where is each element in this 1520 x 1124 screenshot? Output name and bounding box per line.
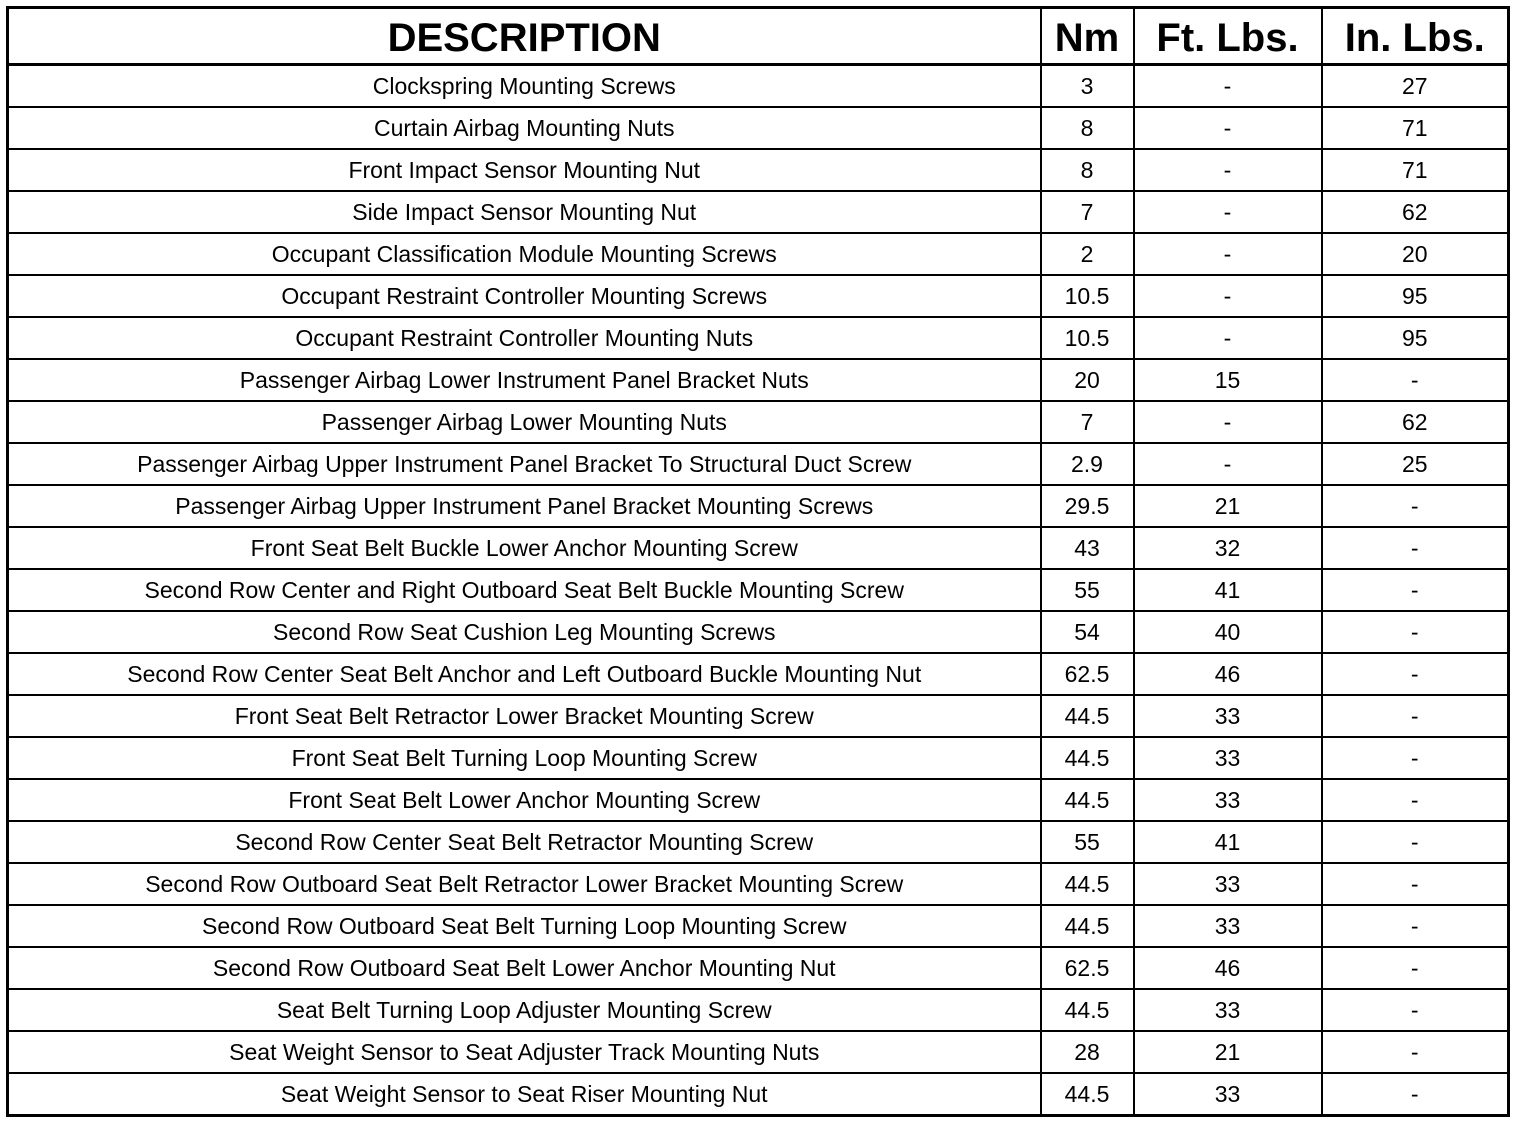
table-row — [8, 863, 1509, 905]
cell-description: Front Impact Sensor Mounting Nut — [8, 149, 1041, 191]
cell-in-lbs: - — [1322, 905, 1509, 947]
cell-nm: 55 — [1041, 569, 1134, 611]
cell-in-lbs: - — [1322, 569, 1509, 611]
header-nm: Nm — [1041, 8, 1134, 65]
table-row — [8, 359, 1509, 401]
cell-in-lbs: - — [1322, 527, 1509, 569]
cell-in-lbs: 62 — [1322, 401, 1509, 443]
cell-in-lbs: 71 — [1322, 107, 1509, 149]
cell-in-lbs: - — [1322, 653, 1509, 695]
cell-nm: 10.5 — [1041, 275, 1134, 317]
cell-description: Second Row Outboard Seat Belt Retractor Lower Bracket Mounting Screw — [8, 863, 1041, 905]
cell-nm: 7 — [1041, 401, 1134, 443]
table-row — [8, 527, 1509, 569]
table-row — [8, 275, 1509, 317]
cell-description: Side Impact Sensor Mounting Nut — [8, 191, 1041, 233]
cell-nm: 2 — [1041, 233, 1134, 275]
cell-ft-lbs: - — [1134, 107, 1322, 149]
table-row — [8, 191, 1509, 233]
header-ft-lbs: Ft. Lbs. — [1134, 8, 1322, 65]
cell-in-lbs: 62 — [1322, 191, 1509, 233]
table-body — [8, 65, 1509, 1116]
cell-description: Second Row Center and Right Outboard Seat Belt Buckle Mounting Screw — [8, 569, 1041, 611]
cell-ft-lbs: - — [1134, 191, 1322, 233]
table-row — [8, 149, 1509, 191]
torque-spec-table — [6, 6, 1510, 1117]
cell-ft-lbs: - — [1134, 317, 1322, 359]
cell-description: Occupant Classification Module Mounting Screws — [8, 233, 1041, 275]
cell-in-lbs: - — [1322, 359, 1509, 401]
cell-ft-lbs: - — [1134, 149, 1322, 191]
cell-description: Front Seat Belt Retractor Lower Bracket Mounting Screw — [8, 695, 1041, 737]
cell-description: Front Seat Belt Lower Anchor Mounting Screw — [8, 779, 1041, 821]
cell-ft-lbs: - — [1134, 443, 1322, 485]
cell-nm: 54 — [1041, 611, 1134, 653]
cell-ft-lbs: 33 — [1134, 695, 1322, 737]
table-row — [8, 989, 1509, 1031]
cell-nm: 10.5 — [1041, 317, 1134, 359]
table-row — [8, 65, 1509, 108]
cell-ft-lbs: 21 — [1134, 485, 1322, 527]
table-row — [8, 947, 1509, 989]
cell-nm: 44.5 — [1041, 1073, 1134, 1116]
cell-in-lbs: - — [1322, 947, 1509, 989]
cell-in-lbs: 25 — [1322, 443, 1509, 485]
cell-nm: 7 — [1041, 191, 1134, 233]
cell-in-lbs: - — [1322, 1031, 1509, 1073]
cell-ft-lbs: 41 — [1134, 821, 1322, 863]
cell-description: Seat Weight Sensor to Seat Adjuster Track Mounting Nuts — [8, 1031, 1041, 1073]
cell-description: Second Row Seat Cushion Leg Mounting Screws — [8, 611, 1041, 653]
cell-description: Seat Weight Sensor to Seat Riser Mounting Nut — [8, 1073, 1041, 1116]
cell-ft-lbs: 32 — [1134, 527, 1322, 569]
cell-in-lbs: 71 — [1322, 149, 1509, 191]
cell-in-lbs: - — [1322, 485, 1509, 527]
table-row — [8, 737, 1509, 779]
table-row — [8, 485, 1509, 527]
cell-nm: 3 — [1041, 65, 1134, 108]
cell-nm: 55 — [1041, 821, 1134, 863]
cell-description: Passenger Airbag Lower Instrument Panel Bracket Nuts — [8, 359, 1041, 401]
cell-in-lbs: - — [1322, 989, 1509, 1031]
cell-in-lbs: 27 — [1322, 65, 1509, 108]
cell-nm: 44.5 — [1041, 695, 1134, 737]
header-in-lbs: In. Lbs. — [1322, 8, 1509, 65]
cell-description: Clockspring Mounting Screws — [8, 65, 1041, 108]
table-row — [8, 317, 1509, 359]
cell-ft-lbs: - — [1134, 65, 1322, 108]
cell-in-lbs: - — [1322, 779, 1509, 821]
cell-ft-lbs: - — [1134, 233, 1322, 275]
header-description: DESCRIPTION — [8, 8, 1041, 65]
cell-in-lbs: - — [1322, 737, 1509, 779]
table-row — [8, 653, 1509, 695]
cell-in-lbs: - — [1322, 1073, 1509, 1116]
cell-in-lbs: 95 — [1322, 275, 1509, 317]
cell-ft-lbs: 33 — [1134, 1073, 1322, 1116]
cell-ft-lbs: 46 — [1134, 947, 1322, 989]
cell-description: Front Seat Belt Buckle Lower Anchor Mounting Screw — [8, 527, 1041, 569]
table-row — [8, 107, 1509, 149]
cell-description: Occupant Restraint Controller Mounting Screws — [8, 275, 1041, 317]
cell-description: Passenger Airbag Upper Instrument Panel Bracket Mounting Screws — [8, 485, 1041, 527]
cell-nm: 44.5 — [1041, 863, 1134, 905]
cell-ft-lbs: 33 — [1134, 863, 1322, 905]
table-row — [8, 779, 1509, 821]
cell-nm: 44.5 — [1041, 989, 1134, 1031]
table-row — [8, 443, 1509, 485]
cell-in-lbs: 20 — [1322, 233, 1509, 275]
cell-ft-lbs: 40 — [1134, 611, 1322, 653]
cell-ft-lbs: 33 — [1134, 905, 1322, 947]
cell-ft-lbs: 33 — [1134, 989, 1322, 1031]
cell-ft-lbs: 46 — [1134, 653, 1322, 695]
cell-nm: 44.5 — [1041, 779, 1134, 821]
cell-description: Passenger Airbag Upper Instrument Panel Bracket To Structural Duct Screw — [8, 443, 1041, 485]
cell-nm: 43 — [1041, 527, 1134, 569]
cell-in-lbs: - — [1322, 611, 1509, 653]
cell-nm: 8 — [1041, 149, 1134, 191]
cell-ft-lbs: - — [1134, 401, 1322, 443]
cell-nm: 44.5 — [1041, 737, 1134, 779]
cell-description: Curtain Airbag Mounting Nuts — [8, 107, 1041, 149]
header-row — [8, 8, 1509, 65]
cell-ft-lbs: - — [1134, 275, 1322, 317]
cell-description: Second Row Outboard Seat Belt Turning Loop Mounting Screw — [8, 905, 1041, 947]
cell-ft-lbs: 33 — [1134, 779, 1322, 821]
cell-in-lbs: - — [1322, 695, 1509, 737]
table-row — [8, 1031, 1509, 1073]
cell-ft-lbs: 33 — [1134, 737, 1322, 779]
cell-nm: 8 — [1041, 107, 1134, 149]
cell-in-lbs: - — [1322, 863, 1509, 905]
table-row — [8, 1073, 1509, 1116]
cell-ft-lbs: 15 — [1134, 359, 1322, 401]
cell-description: Seat Belt Turning Loop Adjuster Mounting Screw — [8, 989, 1041, 1031]
cell-description: Second Row Outboard Seat Belt Lower Anchor Mounting Nut — [8, 947, 1041, 989]
cell-description: Front Seat Belt Turning Loop Mounting Screw — [8, 737, 1041, 779]
cell-ft-lbs: 41 — [1134, 569, 1322, 611]
cell-nm: 62.5 — [1041, 947, 1134, 989]
cell-in-lbs: 95 — [1322, 317, 1509, 359]
cell-nm: 2.9 — [1041, 443, 1134, 485]
cell-description: Passenger Airbag Lower Mounting Nuts — [8, 401, 1041, 443]
table-row — [8, 821, 1509, 863]
table-row — [8, 905, 1509, 947]
table-row — [8, 611, 1509, 653]
cell-description: Occupant Restraint Controller Mounting Nuts — [8, 317, 1041, 359]
table-row — [8, 569, 1509, 611]
table-row — [8, 695, 1509, 737]
table-header — [8, 8, 1509, 65]
cell-ft-lbs: 21 — [1134, 1031, 1322, 1073]
cell-description: Second Row Center Seat Belt Retractor Mounting Screw — [8, 821, 1041, 863]
cell-description: Second Row Center Seat Belt Anchor and Left Outboard Buckle Mounting Nut — [8, 653, 1041, 695]
table-row — [8, 401, 1509, 443]
cell-nm: 20 — [1041, 359, 1134, 401]
cell-nm: 28 — [1041, 1031, 1134, 1073]
table-row — [8, 233, 1509, 275]
cell-in-lbs: - — [1322, 821, 1509, 863]
cell-nm: 29.5 — [1041, 485, 1134, 527]
cell-nm: 44.5 — [1041, 905, 1134, 947]
cell-nm: 62.5 — [1041, 653, 1134, 695]
